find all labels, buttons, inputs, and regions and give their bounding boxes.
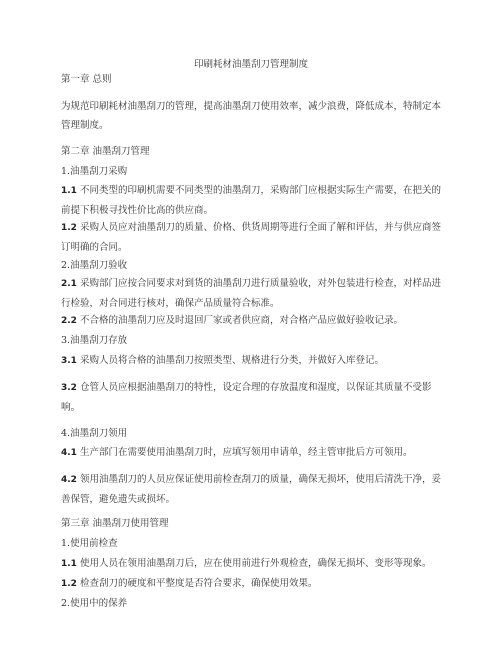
- clause-text: 使用人员在领用油墨刮刀后，应在使用前进行外观检查，确保无损坏、变形等现象。: [76, 558, 432, 569]
- clause-number: 3.2: [61, 383, 77, 393]
- clause-text: 采购部门应按合同要求对到货的油墨刮刀进行质量验收，对外包装进行检查，对样品进行检验，对合同进行核对，确保产品质量符合标准。: [61, 278, 441, 309]
- clause-number: 4.2: [61, 475, 77, 485]
- section-2-2-heading: 2.油墨刮刀验收: [61, 260, 128, 271]
- clause-2-4-2: [61, 470, 441, 509]
- section-2-3-heading: 3.油墨刮刀存放: [61, 335, 128, 346]
- document-title: 印刷耗材油墨刮刀管理制度: [193, 59, 308, 70]
- clause-2-1-1: [61, 181, 441, 220]
- clause-2-3-2: [61, 378, 441, 417]
- clause-number: 1.1: [61, 186, 77, 196]
- chapter-1-heading: 第一章 总则: [61, 74, 112, 85]
- clause-number: 2.1: [61, 279, 77, 289]
- clause-text: 领用油墨刮刀的人员应保证使用前检查刮刀的质量，确保无损坏，使用后清洗干净，妥善保管，避免遗失或损坏。: [61, 474, 441, 505]
- clause-2-4-1: [61, 443, 441, 463]
- clause-text: 仓管人员应根据油墨刮刀的特性，设定合理的存放温度和湿度，以保证其质量不受影响。: [61, 382, 432, 413]
- clause-text: 不合格的油墨刮刀应及时退回厂家或者供应商，对合格产品应做好验收记录。: [76, 315, 403, 326]
- clause-text: 采购人员将合格的油墨刮刀按照类型、规格进行分类，并做好入库登记。: [76, 355, 384, 366]
- clause-text: 不同类型的印刷机需要不同类型的油墨刮刀，采购部门应根据实际生产需要，在把关的前提下积极寻找性价比高的供应商。: [61, 185, 441, 216]
- chapter-3-heading: 第三章 油墨刮刀使用管理: [61, 518, 169, 529]
- clause-number: 1.1: [61, 559, 77, 569]
- clause-3-1-1: [61, 554, 441, 574]
- clause-2-3-1: [61, 351, 441, 371]
- clause-number: 2.2: [61, 316, 77, 326]
- section-3-1-heading: 1.使用前检查: [61, 538, 118, 549]
- clause-text: 采购人员应对油墨刮刀的质量、价格、供货周期等进行全面了解和评估，并与供应商签订明确的合同。: [61, 222, 441, 253]
- clause-2-2-2: [61, 311, 441, 331]
- chapter-1-body: 为规范印刷耗材油墨刮刀的管理，提高油墨刮刀使用效率，减少浪费，降低成本，特制定本管理制度。: [61, 101, 442, 131]
- chapter-2-heading: 第二章 油墨刮刀管理: [61, 146, 150, 157]
- section-2-4-heading: 4.油墨刮刀领用: [61, 428, 128, 439]
- clause-number: 1.2: [61, 579, 77, 589]
- section-3-2-heading: 2.使用中的保养: [61, 598, 128, 609]
- clause-3-1-2: [61, 574, 441, 594]
- clause-number: 4.1: [61, 448, 77, 458]
- clause-2-1-2: [61, 218, 441, 257]
- clause-text: 生产部门在需要使用油墨刮刀时，应填写领用申请单，经主管审批后方可领用。: [76, 447, 413, 458]
- clause-text: 检查刮刀的硬度和平整度是否符合要求，确保使用效果。: [76, 578, 318, 589]
- clause-number: 1.2: [61, 223, 77, 233]
- section-2-1-heading: 1.油墨刮刀采购: [61, 166, 128, 177]
- clause-number: 3.1: [61, 356, 77, 366]
- clause-2-2-1: [61, 274, 441, 313]
